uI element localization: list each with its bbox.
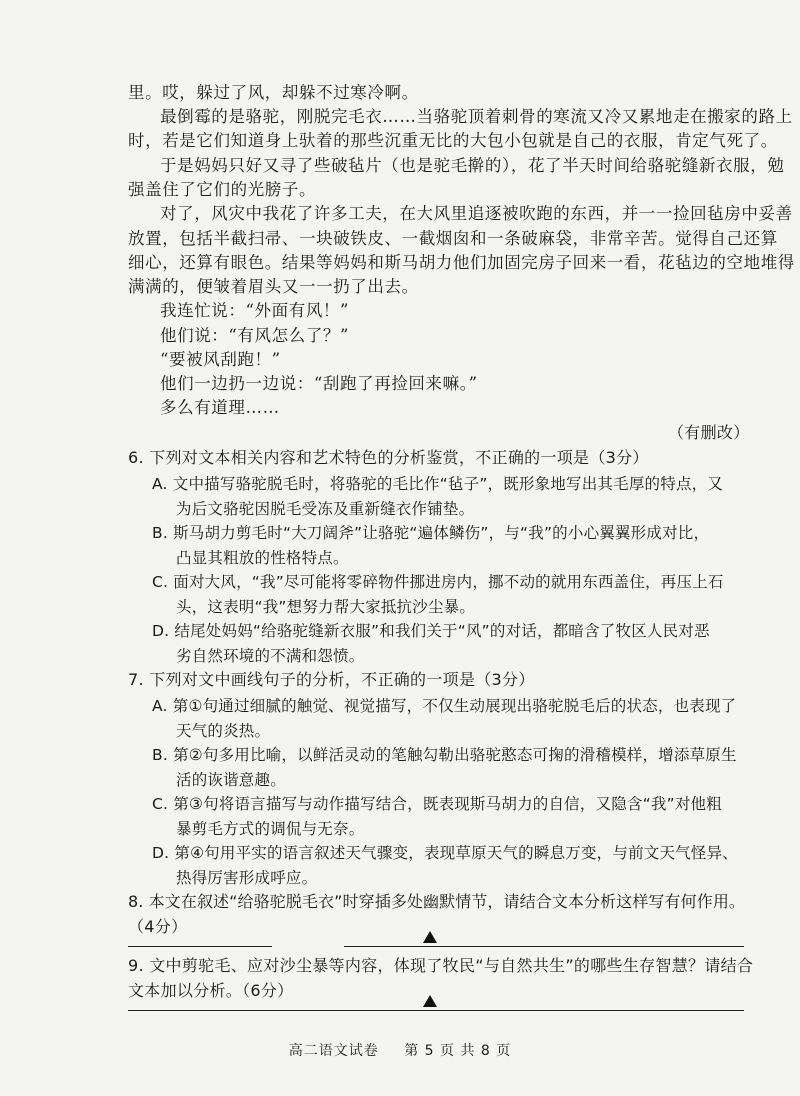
passage-line: 强盖住了它们的光膀子。 [128,180,317,199]
q7-option-c-cont: 暴剪毛方式的调侃与无奈。 [176,820,365,838]
q7-option-c: C. 第③句将语言描写与动作描写结合，既表现斯马胡力的自信，又隐含“我”对他粗 [152,795,722,813]
q7-option-d: D. 第④句用平实的语言叙述天气骤变，表现草原天气的瞬息万变，与前文天气怪异、 [152,844,738,862]
passage-line: 对了，风灾中我花了许多工夫，在大风里追逐被吹跑的东西，并一一捡回毡房中妥善 [160,204,793,223]
q6-option-b: B. 斯马胡力剪毛时“大刀阔斧”让骆驼“遍体鳞伤”，与“我”的小心翼翼形成对比， [152,524,710,542]
source-note: （有删改） [668,423,750,442]
q7-option-b-cont: 活的诙谐意趣。 [176,771,286,789]
q6-option-c-cont: 头，这表明“我”想努力帮大家抵抗沙尘暴。 [176,598,476,616]
q7-option-a-cont: 天气的炎热。 [176,722,271,740]
q6-option-a: A. 文中描写骆驼脱毛时，将骆驼的毛比作“毡子”，既形象地写出其毛厚的特点，又 [152,475,724,493]
page-footer [0,1040,800,1060]
question-9-cont: 文本加以分析。（6分） [128,981,294,1000]
passage-line: 他们一边扔一边说：“刮跑了再捡回来嘛。” [160,374,478,393]
passage-line: 最倒霉的是骆驼，刚脱完毛衣……当骆驼顶着刺骨的寒流又冷又累地走在搬家的路上 [160,107,793,126]
answer-line [128,1010,744,1011]
passage-line: 放置，包括半截扫帚、一块破铁皮、一截烟囱和一条破麻袋，非常辛苦。觉得自己还算 [128,229,778,248]
question-9-stem: 9. 文中剪驼毛、应对沙尘暴等内容，体现了牧民“与自然共生”的哪些生存智慧？请结合 [128,956,754,975]
q6-option-b-cont: 凸显其粗放的性格特点。 [176,549,349,567]
q6-option-a-cont: 为后文骆驼因脱毛受冻及重新缝衣作铺垫。 [176,500,475,518]
page-number: 第 5 页 共 8 页 [404,1043,512,1059]
triangle-marker-icon [423,931,437,943]
passage-line: 于是妈妈只好又寻了些破毡片（也是驼毛擀的），花了半天时间给骆驼缝新衣服，勉 [160,156,785,175]
passage-line: 我连忙说：“外面有风！” [160,301,350,320]
passage-line: 时，若是它们知道身上驮着的那些沉重无比的大包小包就是自己的衣服，肯定气死了。 [128,131,778,150]
answer-line [128,946,272,947]
question-7-stem: 7. 下列对文中画线句子的分析，不正确的一项是（3分） [128,670,535,689]
passage-line: 里。哎，躲过了风，却躲不过寒冷啊。 [128,83,419,102]
q7-option-b: B. 第②句多用比喻，以鲜活灵动的笔触勾勒出骆驼憨态可掬的滑稽模样，增添草原生 [152,746,737,764]
passage-line: 细心，还算有眼色。结果等妈妈和斯马胡力他们加固完房子回来一看，花毡边的空地堆得 [128,253,795,272]
q6-option-d: D. 结尾处妈妈“给骆驼缝新衣服”和我们关于“风”的对话，都暗含了牧区人民对恶 [152,622,710,640]
question-8-stem: 8. 本文在叙述“给骆驼脱毛衣”时穿插多处幽默情节，请结合文本分析这样写有何作用。 [128,892,746,911]
q6-option-d-cont: 劣自然环境的不满和怨愤。 [176,647,365,665]
q6-option-c: C. 面对大风，“我”尽可能将零碎物件挪进房内，挪不动的就用东西盖住，再压上石 [152,573,724,591]
q7-option-d-cont: 热得厉害形成呼应。 [176,869,318,887]
answer-line [344,946,744,947]
q7-option-a: A. 第①句通过细腻的触觉、视觉描写，不仅生动展现出骆驼脱毛后的状态，也表现了 [152,697,737,715]
passage-line: “要被风刮跑！” [160,350,281,369]
question-6-stem: 6. 下列对文本相关内容和艺术特色的分析鉴赏，不正确的一项是（3分） [128,448,649,467]
triangle-marker-icon [423,995,437,1007]
passage-line: 多么有道理…… [160,398,280,417]
question-8-score: （4分） [128,917,188,936]
passage-line: 满满的，便皱着眉头又一一扔了出去。 [128,277,419,296]
passage-line: 他们说：“有风怎么了？” [160,326,350,345]
exam-title: 高二语文试卷 [288,1043,379,1059]
